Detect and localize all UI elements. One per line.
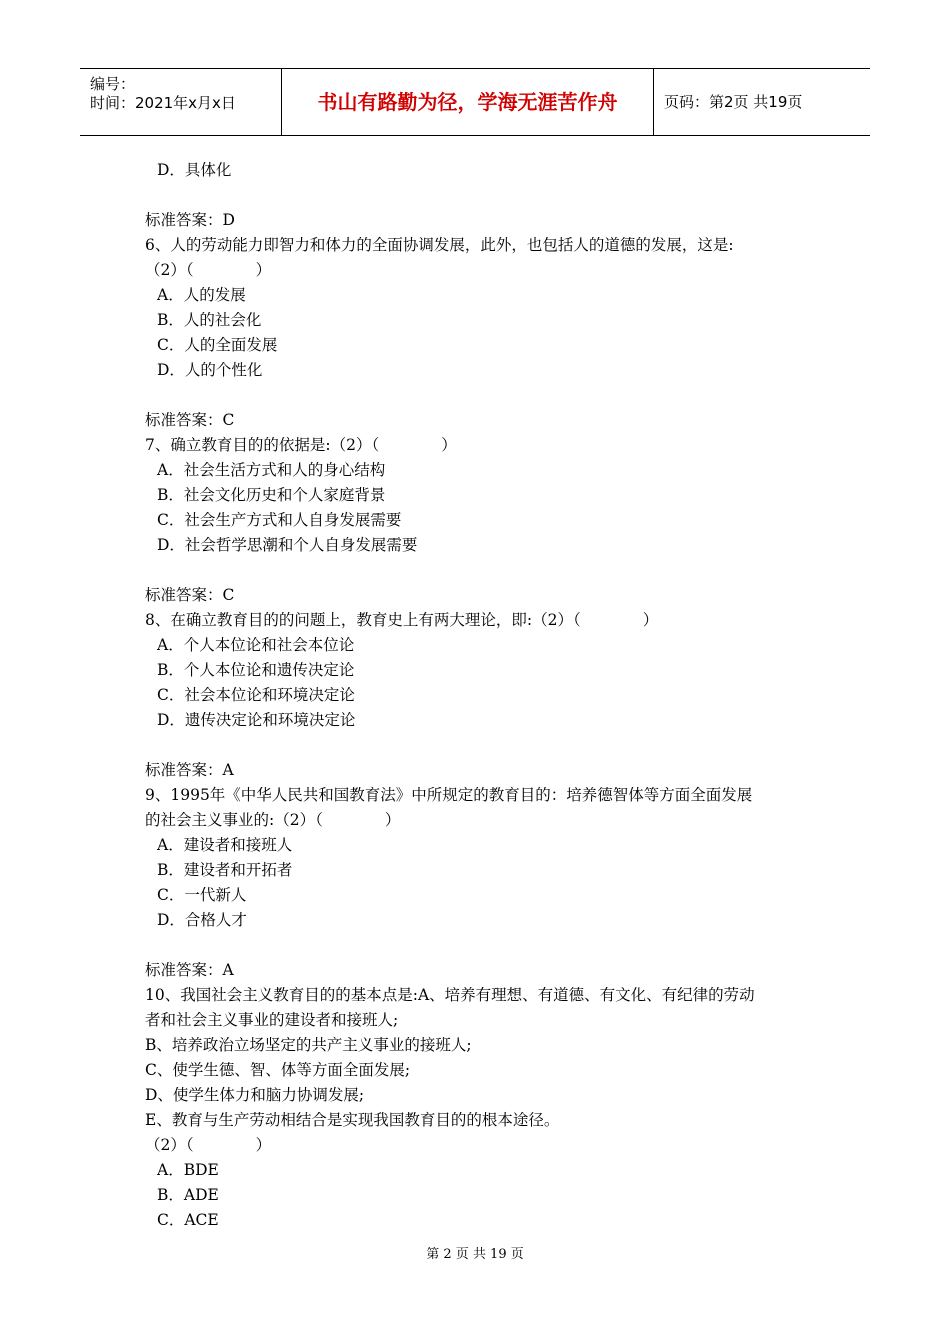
- text-line: B、培养政治立场坚定的共产主义事业的接班人;: [145, 1036, 472, 1054]
- header-meta: [80, 69, 282, 135]
- text-line: 标准答案：A: [145, 761, 234, 779]
- answer-option: B．社会文化历史和个人家庭背景: [157, 486, 386, 504]
- answer-option: D．合格人才: [157, 911, 247, 929]
- blank-line: [145, 933, 815, 958]
- answer-option: C．ACE: [157, 1211, 219, 1229]
- answer-option: A．社会生活方式和人的身心结构: [157, 461, 386, 479]
- answer-option: B．ADE: [157, 1186, 219, 1204]
- blank-line: [145, 558, 815, 583]
- header-motto: 书山有路勤为径，学海无涯苦作舟: [282, 69, 654, 135]
- text-line: D、使学生体力和脑力协调发展;: [145, 1086, 365, 1104]
- text-line: （2）（ ）: [145, 1136, 272, 1154]
- header-page-info: 页码：第2页 共19页: [664, 93, 803, 111]
- text-line: 标准答案：A: [145, 961, 234, 979]
- answer-option: D．社会哲学思潮和个人自身发展需要: [157, 536, 418, 554]
- text-line: 10、我国社会主义教育目的的基本点是:A、培养有理想、有道德、有文化、有纪律的劳动: [145, 986, 755, 1004]
- answer-option: C．人的全面发展: [157, 336, 278, 354]
- text-line: （2）（ ）: [145, 261, 272, 279]
- answer-option: A．个人本位论和社会本位论: [157, 636, 355, 654]
- blank-line: [145, 383, 815, 408]
- answer-option: D．具体化: [157, 161, 232, 179]
- answer-option: A．BDE: [157, 1161, 219, 1179]
- blank-line: [145, 733, 815, 758]
- answer-option: C．社会本位论和环境决定论: [157, 686, 355, 704]
- text-line: 标准答案：C: [145, 586, 235, 604]
- answer-option: D．人的个性化: [157, 361, 263, 379]
- answer-option: B．人的社会化: [157, 311, 262, 329]
- answer-option: B．建设者和开拓者: [157, 861, 293, 879]
- text-line: C、使学生德、智、体等方面全面发展;: [145, 1061, 411, 1079]
- text-line: 8、在确立教育目的的问题上，教育史上有两大理论，即:（2）（ ）: [145, 611, 659, 629]
- blank-line: [145, 183, 815, 208]
- text-line: 的社会主义事业的:（2）（ ）: [145, 811, 401, 829]
- doc-number-label: 编号：: [90, 75, 136, 93]
- page-footer: 第 2 页 共 19 页: [426, 1247, 524, 1262]
- text-line: 7、确立教育目的的依据是:（2）（ ）: [145, 436, 457, 454]
- text-line: 者和社会主义事业的建设者和接班人;: [145, 1011, 399, 1029]
- document-body: [145, 158, 815, 1233]
- answer-option: A．建设者和接班人: [157, 836, 293, 854]
- text-line: E、教育与生产劳动相结合是实现我国教育目的的根本途径。: [145, 1111, 560, 1129]
- text-line: 9、1995年《中华人民共和国教育法》中所规定的教育目的：培养德智体等方面全面发展: [145, 786, 753, 804]
- text-line: 标准答案：C: [145, 411, 235, 429]
- answer-option: A．人的发展: [157, 286, 246, 304]
- answer-option: C．一代新人: [157, 886, 247, 904]
- answer-option: C．社会生产方式和人自身发展需要: [157, 511, 402, 529]
- answer-option: D．遗传决定论和环境决定论: [157, 711, 356, 729]
- answer-option: B．个人本位论和遗传决定论: [157, 661, 355, 679]
- text-line: 标准答案：D: [145, 211, 235, 229]
- page-header: [80, 68, 870, 136]
- text-line: 6、人的劳动能力即智力和体力的全面协调发展，此外，也包括人的道德的发展，这是:: [145, 236, 734, 254]
- doc-time-label: 时间：2021年x月x日: [90, 94, 236, 112]
